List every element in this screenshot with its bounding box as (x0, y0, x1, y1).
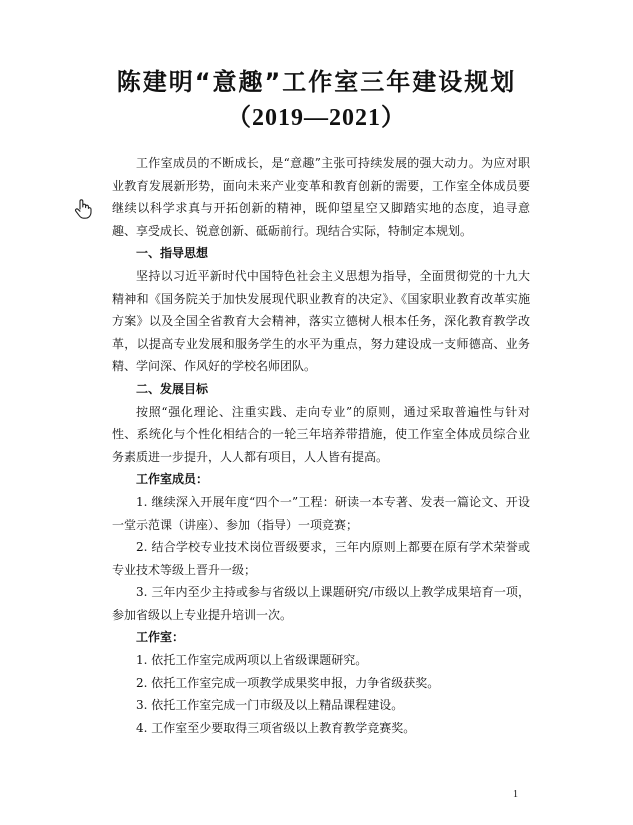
body-paragraph: 工作室成员的不断成长，是“意趣”主张可持续发展的强大动力。为应对职业教育发展新形势，面向未来产业变革和教育创新的需要，工作室全体成员要继续以科学求真与开拓创新的精神，既仰望星空又脚踏实地的态度，追寻意趣、享受成长、锐意创新、砥砺前行。现结合实际，特制定本规划。 (112, 156, 530, 238)
body-paragraph: 2. 结合学校专业技术岗位晋级要求，三年内原则上都要在原有学术荣誉或专业技术等级上晋升一级； (112, 540, 530, 577)
body-paragraph: 2. 依托工作室完成一项教学成果奖申报，力争省级获奖。 (136, 675, 440, 690)
section-heading: 二、发展目标 (136, 381, 209, 396)
section-heading: 工作室成员： (136, 472, 209, 487)
document-title: 陈建明“意趣”工作室三年建设规划 (116, 68, 517, 96)
body-paragraph: 1. 继续深入开展年度“四个一”工程：研读一本专著、发表一篇论文、开设一堂示范课（讲座）、参加（指导）一项竞赛； (112, 494, 530, 532)
body-paragraph: 3. 依托工作室完成一门市级及以上精品课程建设。 (136, 698, 404, 713)
page-number: 1 (513, 789, 518, 800)
body-paragraph: 4. 工作室至少要取得三项省级以上教育教学竞赛奖。 (136, 720, 416, 735)
document-body (112, 152, 530, 739)
body-paragraph: 1. 依托工作室完成两项以上省级课题研究。 (136, 653, 368, 668)
hand-pointer-icon (73, 198, 93, 220)
body-paragraph: 坚持以习近平新时代中国特色社会主义思想为指导，全面贯彻党的十九大精神和《国务院关于加快发展现代职业教育的决定》、《国家职业教育改革实施方案》以及全国全省教育大会精神，落实立德树人根本任务，深化教育教学改革，以提高专业发展和服务学生的水平为重点，努力建设成一支师德高、业务精、学问深、作风好的学校名师团队。 (112, 268, 530, 374)
body-paragraph: 按照“强化理论、注重实践、走向专业”的原则，通过采取普遍性与针对性、系统化与个性化相结合的一轮三年培养带措施，使工作室全体成员综合业务素质进一步提升，人人都有项目，人人皆有提高。 (112, 404, 530, 464)
section-heading: 一、指导思想 (136, 246, 209, 261)
body-paragraph: 3. 三年内至少主持或参与省级以上课题研究/市级以上教学成果培育一项，参加省级以上专业提升培训一次。 (112, 585, 530, 622)
document-subtitle: （2019—2021） (227, 105, 406, 131)
section-heading: 工作室： (136, 630, 185, 645)
